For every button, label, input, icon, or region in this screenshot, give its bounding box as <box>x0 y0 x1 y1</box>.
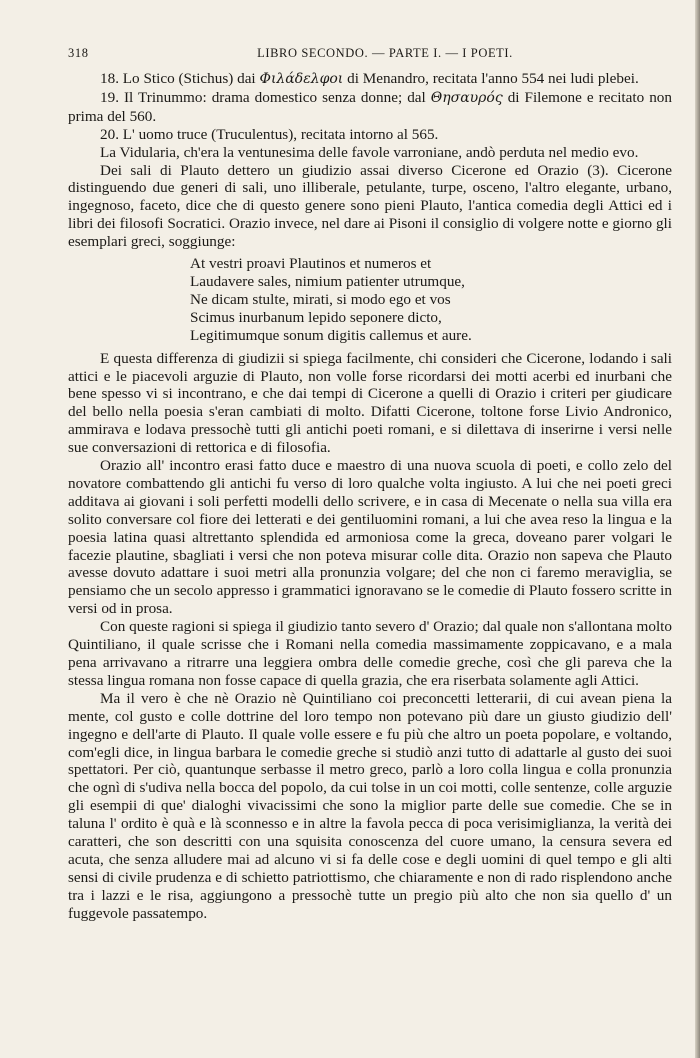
verse-quotation <box>190 255 672 345</box>
list-item-20 <box>68 126 672 144</box>
running-title: LIBRO SECONDO. — PARTE I. — I POETI. <box>257 46 513 60</box>
verse-line: Laudavere sales, nimium patienter utrumque, <box>190 272 465 290</box>
list-item-18 <box>68 70 672 89</box>
verse-line: At vestri proavi Plautinos et numeros et <box>190 255 432 273</box>
item-text: 20. L' uomo truce (Truculentus), recitata intorno al 565. <box>100 125 439 143</box>
page-edge-shadow <box>695 0 700 1058</box>
paragraph: Orazio all' incontro erasi fatto duce e maestro di una nuova scuola di poeti, e collo zelo del novatore combattendo gli antichi fu verso di loro qualche volta ingiusto. A lui che nei poeti greci additava ai giovani i soli perfetti modelli dello scrivere, e in casa di Mecenate o nella sua villa era solito conversare col fiore dei letterati e dei gentiluomini romani, a lui che avea reso la lingua e la poesia latina quasi altrettanto splendida ed armoniosa come la greca, doveano parer volgari le facezie plautine, sbagliati i versi che non poteva misurar colle dita. Orazio non sapeva che Plauto avesse dovuto adattare i suoi metri alla pronunzia volgare; del che non ci faremo meraviglia, se pensiamo che un secolo appresso i grammatici ignoravano se le comedie di Plauto fossero scritte in versi od in prosa. <box>68 457 672 618</box>
paragraph: La Vidularia, ch'era la ventunesima delle favole varroniane, andò perduta nel medio evo. <box>100 143 639 161</box>
paragraph: Con queste ragioni si spiega il giudizio tanto severo d' Orazio; dal quale non s'allontana molto Quintiliano, il quale scrisse che i Romani nella comedia massimamente zoppicavano, e a mala pena arrivavano a ritrarre una leggiera ombra delle comedie greche, così che gli pareva che la stessa lingua romana non fosse capace di quella grazia, che era riserbata solamente agli Attici. <box>68 618 672 689</box>
item-text: di Filemone e recitato non prima del 560. <box>68 88 672 125</box>
verse-line: Ne dicam stulte, mirati, si modo ego et vos <box>190 290 451 308</box>
page-body <box>68 70 672 923</box>
verse-line: Legitimumque sonum digitis callemus et aure. <box>190 326 472 344</box>
list-item-19 <box>68 89 672 126</box>
item-text: 18. Lo Stico (Stichus) dai <box>100 70 260 87</box>
item-text: di Menandro, recitata l'anno 554 nei ludi plebei. <box>343 70 639 87</box>
running-head <box>68 46 672 62</box>
paragraph: E questa differenza di giudizii si spiega facilmente, chi consideri che Cicerone, lodando i sali attici e le piacevoli arguzie di Plauto, non volle forse ricordarsi dei motti acerbi ed inurbani che bene spesso vi si incontrano, e che dai tempi di Cicerone a quelli di Orazio i criteri per giudicare del bello nella poesia s'eran cambiati di molto. Difatti Cicerone, toltone forse Livio Andronico, ammirava e lodava pressochè tutti gli antichi poeti romani, e si dilettava di inserirne i versi nelle sue conversazioni di rettorica e di filosofia. <box>68 349 672 457</box>
item-text: 19. Il Trinummo: drama domestico senza donne; dal <box>100 88 431 106</box>
greek-title: Θησαυρός <box>430 89 503 106</box>
paragraph: Dei sali di Plauto dettero un giudizio assai diverso Cicerone ed Orazio (3). Cicerone distinguendo due generi di sali, uno illiberale, petulante, turpe, osceno, l'altro elegante, urbano, ingegnoso, faceto, dice che di questo genere sono pieni Plauto, l'antica comedia degli Attici ed i libri dei filosofi Socratici. Orazio invece, nel dare ai Pisoni il consiglio di volgere notte e giorno gli esemplari greci, soggiunge: <box>68 161 672 251</box>
verse-line: Scimus inurbanum lepido seponere dicto, <box>190 308 442 326</box>
page-number: 318 <box>68 46 89 60</box>
greek-title: Φιλάδελφοι <box>259 71 344 87</box>
paragraph: Ma il vero è che nè Orazio nè Quintiliano coi preconcetti letterarii, di cui avean piena la mente, col gusto e colle dottrine del loro tempo non potevano più dare un giusto giudizio dell' ingegno e dell'arte di Plauto. Il quale volle essere e fu più che altro un poeta popolare, e voltando, com'egli dice, in lingua barbara le comedie greche si studiò anzi tutto di adattarle al gusto dei suoi spettatori. Per ciò, quantunque serbasse il metro greco, parlò a loro colla lingua e colla pronunzia che ognì di s'udiva nella bocca del popolo, da cui tolse in un coi motti, colle sentenze, colle arguzie gli esempii di que' dialoghi vivacissimi che sono la miglior parte delle sue comedie. Che se in taluna l' ordito è quà e là sconnesso e in altre la favola pecca di poca verisimiglianza, la verità dei caratteri, che son descritti con una squisita conoscenza del cuore umano, la censura severa ed acuta, che senza alludere mai ad alcuno vi si fa delle cose e degli uomini di quel tempo e gli alti sensi di civile prudenza e di schietto patriottismo, che chiaramente e non di rado risplendono anche tra i lazzi e le risa, aggiungono a pressochè tutte un pregio più alto che non sia quello d' un fuggevole passatempo. <box>68 689 672 922</box>
